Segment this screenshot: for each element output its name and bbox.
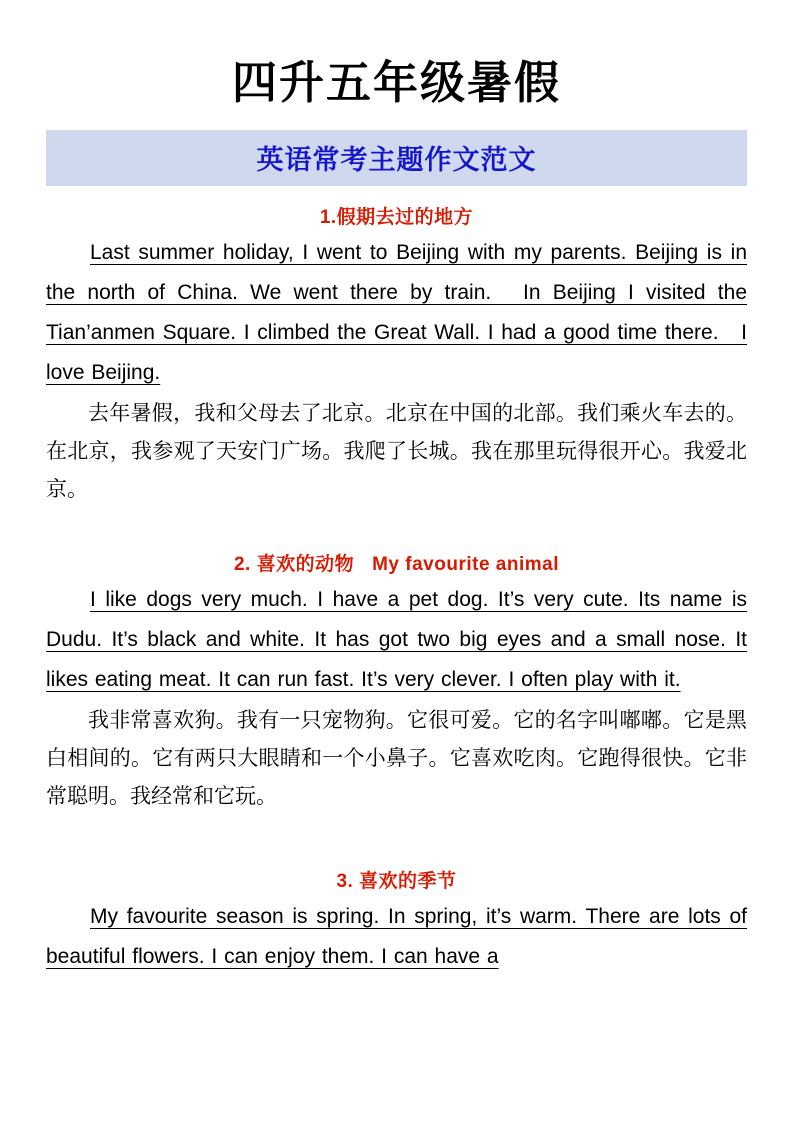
spacer	[46, 816, 747, 850]
section-2-chinese-paragraph: 我非常喜欢狗。我有一只宠物狗。它很可爱。它的名字叫嘟嘟。它是黑白相间的。它有两只大眼睛和一个小鼻子。它喜欢吃肉。它跑得很快。它非常聪明。我经常和它玩。	[46, 708, 747, 808]
section-3-heading-cn: 3. 喜欢的季节	[336, 870, 457, 892]
subtitle-text: 英语常考主题作文范文	[256, 145, 537, 176]
section-heading-3	[46, 866, 747, 893]
spacer	[46, 509, 747, 533]
subtitle-banner	[46, 130, 747, 186]
page-title: 四升五年级暑假	[231, 58, 561, 108]
section-2-heading-en: My favourite animal	[372, 553, 559, 575]
section-1-chinese-paragraph: 去年暑假，我和父母去了北京。北京在中国的北部。我们乘火车去的。在北京，我参观了天安门广场。我爬了长城。我在那里玩得很开心。我爱北京。	[46, 401, 747, 501]
section-2-english-paragraph: I like dogs very much. I have a pet dog. It’s very cute. Its name is Dudu. It’s black and white. It has got two big eyes and a small nose. It likes eating meat. It can run fast. It’s very clever. I often play with it.	[46, 587, 747, 691]
section-heading-1	[46, 202, 747, 229]
section-1-heading-cn: 1.假期去过的地方	[319, 206, 474, 228]
section-2-heading-cn: 2. 喜欢的动物	[233, 553, 355, 575]
section-heading-2	[46, 549, 747, 576]
section-3-english-paragraph: My favourite season is spring. In spring, it’s warm. There are lots of beautiful flowers. I can enjoy them. I can have a	[46, 904, 747, 968]
section-1-english-paragraph: Last summer holiday, I went to Beijing with my parents. Beijing is in the north of China. We went there by train. In Beijing I visited the Tian’anmen Square. I climbed the Great Wall. I had a good time there. I love Beijing.	[46, 240, 747, 384]
